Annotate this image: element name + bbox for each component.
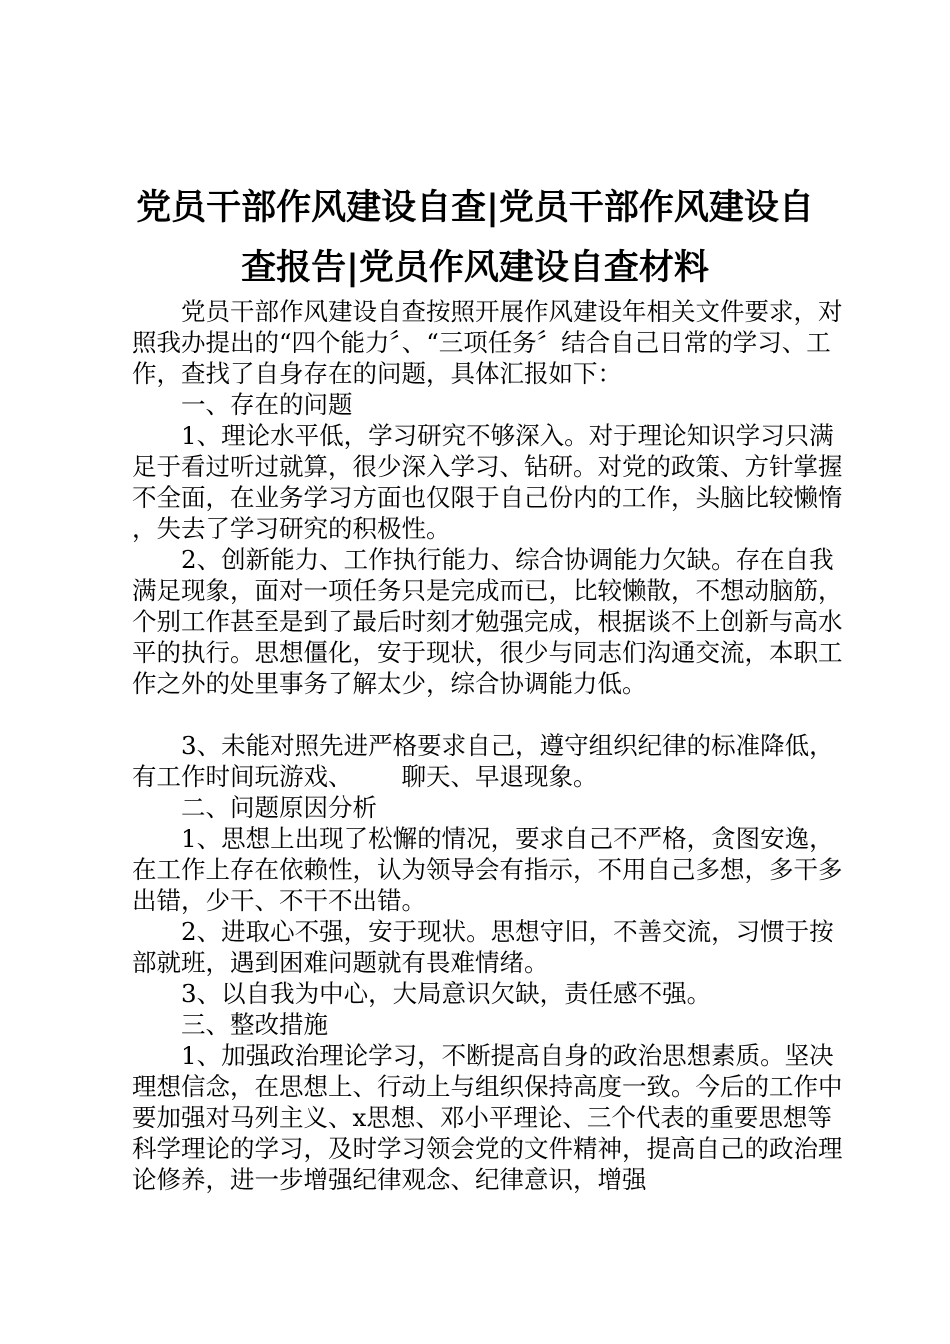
paragraph-cause-3: 3、以自我为中心，大局意识欠缺，责任感不强。: [181, 979, 712, 1008]
document-body: [132, 296, 852, 1195]
paragraph-cause-2: 2、进取心不强，安于现状。思想守旧，不善交流，习惯于按部就班，遇到困难问题就有畏难情绪。: [132, 917, 834, 977]
paragraph-intro: 党员干部作风建设自查按照开展作风建设年相关文件要求，对照我办提出的“四个能力〞、“三项任务〞结合自己日常的学习、工作，查找了自身存在的问题，具体汇报如下：: [132, 297, 843, 388]
paragraph-problem-2: 2、创新能力、工作执行能力、综合协调能力欠缺。存在自我满足现象，面对一项任务只是完成而已，比较懒散，不想动脑筋，个别工作甚至是到了最后时刻才勉强完成，根据谈不上创新与高水平的执行。思想僵化，安于现状，很少与同志们沟通交流，本职工作之外的处里事务了解太少，综合协调能力低。: [132, 545, 843, 698]
section-heading-measures: 三、整改措施: [181, 1010, 328, 1039]
paragraph-problem-1: 1、理论水平低，学习研究不够深入。对于理论知识学习只满足于看过听过就算，很少深入学习、钻研。对党的政策、方针掌握不全面，在业务学习方面也仅限于自己份内的工作，头脑比较懒惰，失去了学习研究的积极性。: [132, 421, 843, 543]
document-title-line-1: 党员干部作风建设自查|党员干部作风建设自: [136, 188, 814, 228]
section-heading-causes: 二、问题原因分析: [181, 793, 377, 822]
paragraph-cause-1: 1、思想上出现了松懈的情况，要求自己不严格，贪图安逸，在工作上存在依赖性，认为领导会有指示，不用自己多想，多干多出错，少干、不干不出错。: [132, 824, 843, 915]
paragraph-problem-3-part-2: 聊天、早退现象。: [401, 762, 598, 791]
document-title-line-2: 查报告|党员作风建设自查材料: [241, 248, 709, 288]
paragraph-problem-3-part-1: 3、未能对照先进严格要求自己，遵守组织纪律的标准降低，有工作时间玩游戏、: [132, 731, 834, 791]
paragraph-measure-1: 1、加强政治理论学习，不断提高自身的政治思想素质。坚决理想信念，在思想上、行动上与组织保持高度一致。今后的工作中要加强对马列主义、x思想、邓小平理论、三个代表的重要思想等科学理论的学习，及时学习领会党的文件精神，提高自己的政治理论修养，进一步增强纪律观念、纪律意识，增强: [132, 1041, 843, 1194]
section-heading-problems: 一、存在的问题: [181, 390, 353, 419]
paragraph-problem-3: [132, 730, 852, 792]
